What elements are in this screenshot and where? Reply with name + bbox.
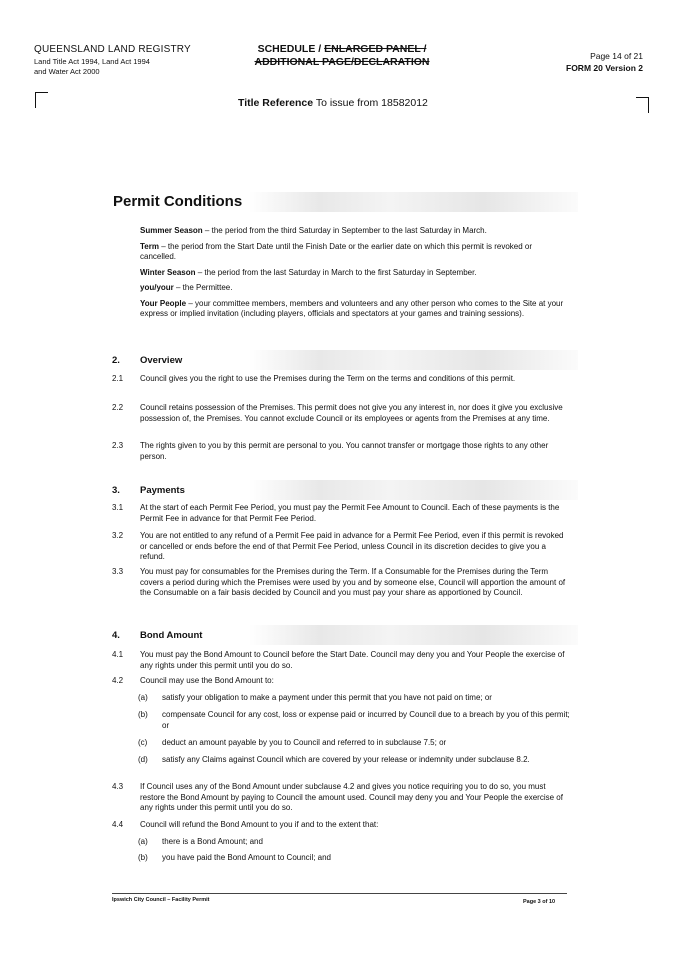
clause-number: 4.2 — [112, 676, 124, 685]
clause-text: Council retains possession of the Premises. This permit does not give you any interest in, nor does it give you exclusive possession of, the Premises. You cannot exclude Council or its employees or agents from the Premises at any time. — [140, 403, 563, 423]
clause-text: You must pay for consumables for the Premises during the Term. If a Consumable for the Premises during the Term covers a period during which the Premises were used by you and by someone else, Council will apportion the amount of the Consumable on a fair basis decided by Council and you must pay your share as apportioned by Council. — [140, 567, 566, 597]
definition-item: Your People – your committee members, members and volunteers and any other person who comes to the Site at your express or implied invitation (including players, officials and spectators at your games and training sessions). — [140, 298, 564, 318]
section-number: 2. — [112, 355, 120, 366]
definition-item: Winter Season – the period from the last Saturday in March to the first Saturday in September. — [140, 267, 477, 277]
definition-item: you/your – the Permittee. — [140, 283, 233, 292]
item-number: (d) — [138, 755, 148, 764]
item-text: there is a Bond Amount; and — [162, 837, 263, 846]
title-reference-label: Title Reference — [238, 97, 314, 109]
registry-name: QUEENSLAND LAND REGISTRY — [34, 44, 191, 55]
section-title: Payments — [140, 485, 185, 496]
clause-number: 4.4 — [112, 820, 124, 829]
definition-item: Summer Season – the period from the third Saturday in September to the last Saturday in March. — [140, 226, 487, 235]
footer-rule — [112, 893, 567, 894]
clause-number: 2.3 — [112, 441, 124, 450]
section-title: Bond Amount — [140, 630, 203, 641]
clause-text: At the start of each Permit Fee Period, you must pay the Permit Fee Amount to Council. Each of these payments is the Permit Fee in advance for that Permit Fee Period. — [140, 503, 560, 523]
footer-left: Ipswich City Council – Facility Permit — [112, 897, 210, 903]
section-number: 3. — [112, 485, 120, 496]
schedule-struck: ENLARGED PANEL / — [324, 43, 427, 55]
item-text: deduct an amount payable by you to Council and referred to in subclause 7.5; or — [162, 738, 447, 747]
clause-text: If Council uses any of the Bond Amount under subclause 4.2 and gives you notice requiring you to do so, you must restore the Bond Amount by paying to Council the amount used. Council may deny you and Your People the exercise of any rights under this permit until you do so. — [140, 782, 563, 812]
form-version: FORM 20 Version 2 — [566, 63, 643, 73]
acts-line-2: and Water Act 2000 — [34, 67, 100, 76]
item-text: satisfy your obligation to make a payment under this permit that you have not paid on time; or — [162, 693, 492, 702]
clause-text: Council will refund the Bond Amount to you if and to the extent that: — [140, 820, 379, 829]
corner-mark-left — [35, 92, 48, 108]
section-title: Overview — [140, 355, 183, 366]
clause-number: 4.3 — [112, 782, 124, 791]
clause-number: 3.1 — [112, 503, 124, 512]
clause-text: Council gives you the right to use the Premises during the Term on the terms and conditions of this permit. — [140, 374, 516, 383]
clause-number: 2.1 — [112, 374, 124, 383]
clause-text: The rights given to you by this permit are personal to you. You cannot transfer or mortgage those rights to any other person. — [140, 441, 549, 461]
schedule-line-2: ADDITIONAL PAGE/DECLARATION — [254, 56, 430, 68]
section-number: 4. — [112, 630, 120, 641]
title-reference — [238, 97, 428, 109]
acts-line-1: Land Title Act 1994, Land Act 1994 — [34, 57, 150, 66]
schedule-heading — [222, 43, 462, 69]
footer-page: Page 3 of 10 — [523, 899, 556, 905]
definition-item: Term – the period from the Start Date until the Finish Date or the earlier date on which this permit is revoked or cancelled. — [140, 241, 533, 261]
item-number: (c) — [138, 738, 148, 747]
corner-mark-right — [636, 97, 649, 113]
item-number: (a) — [138, 693, 148, 702]
registry-header — [34, 44, 191, 77]
clause-text: You must pay the Bond Amount to Council before the Start Date. Council may deny you and Your People the exercise of any rights under this permit until you do so. — [140, 650, 565, 670]
clause-number: 3.2 — [112, 531, 124, 540]
schedule-prefix: SCHEDULE / — [257, 43, 325, 55]
clause-number: 4.1 — [112, 650, 124, 659]
item-text: satisfy any Claims against Council which are covered by your release or indemnity under subclause 8.2. — [162, 755, 530, 764]
definitions — [140, 226, 570, 320]
clause-number: 2.2 — [112, 403, 124, 412]
item-number: (b) — [138, 853, 148, 862]
clause-text: Council may use the Bond Amount to: — [140, 676, 274, 685]
item-text: compensate Council for any cost, loss or expense paid or incurred by Council due to a breach by you of this permit; or — [162, 710, 570, 730]
page-info — [513, 50, 643, 74]
item-number: (b) — [138, 710, 148, 719]
clause-number: 3.3 — [112, 567, 124, 576]
item-text: you have paid the Bond Amount to Council; and — [162, 853, 332, 862]
item-number: (a) — [138, 837, 148, 846]
clause-text: You are not entitled to any refund of a Permit Fee paid in advance for a Permit Fee Period, even if this permit is revoked or cancelled or ends before the end of that Permit Fee Period, unless Council in its discretion decides to give you a refund. — [140, 531, 564, 561]
permit-conditions-title: Permit Conditions — [113, 193, 243, 210]
page-number: Page 14 of 21 — [590, 51, 643, 61]
title-reference-value: To issue from 18582012 — [315, 97, 428, 109]
